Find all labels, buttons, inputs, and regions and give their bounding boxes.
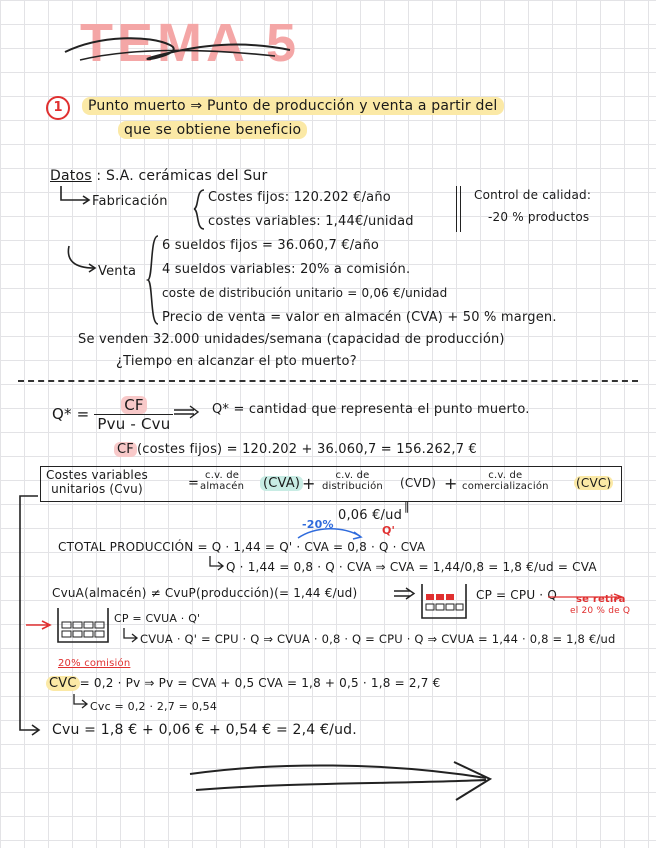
cvua-neq-line: CvuA(almacén) ≠ CvuP(producción)(= 1,44 €/ud) — [52, 586, 358, 600]
blue-curved-arrow — [296, 526, 366, 540]
venta-item-2: 4 sueldos variables: 20% a comisión. — [162, 262, 411, 277]
fabricacion-brace — [192, 188, 206, 232]
cva-text: (CVA) — [260, 476, 303, 491]
result-connector-arrow — [16, 496, 46, 736]
q-star-fraction — [94, 396, 173, 433]
section-number-badge: 1 — [46, 96, 70, 120]
cvu-box-line1: Costes variables — [46, 468, 148, 482]
se-retira-line1: se retira — [576, 594, 626, 605]
big-arrow-decoration — [186, 756, 496, 806]
cvc-highlight: CVC — [46, 676, 80, 691]
minus20-annotation: -20% — [302, 518, 334, 531]
venta-item-4: Precio de venta = valor en almacén (CVA) + 50 % margen. — [162, 310, 557, 325]
q-star-numerator: CF — [121, 396, 147, 414]
venta-label: Venta — [98, 264, 137, 279]
cv-comerc-bottom: comercialización — [462, 481, 549, 492]
section-heading-line2 — [118, 122, 307, 138]
cv-comercializacion — [462, 470, 549, 492]
warehouse-shelf-icon-left — [56, 608, 110, 644]
comision-annotation: 20% comisión — [58, 658, 131, 669]
q-prime-annotation: Q' — [382, 524, 396, 537]
pregunta: ¿Tiempo en alcanzar el pto muerto? — [116, 354, 357, 369]
cv-almacen — [200, 470, 244, 492]
plus-sign-1: + — [302, 474, 316, 493]
venta-item-3: coste de distribución unitario = 0,06 €/unidad — [162, 286, 448, 300]
cvd-label: (CVD) — [400, 476, 437, 490]
cvua-chain: CVUA · Q' = CPU · Q ⇒ CVUA · 0,8 · Q = CPU · Q ⇒ CVUA = 1,44 · 0,8 = 1,8 €/ud — [140, 632, 616, 646]
se-retira-line2: el 20 % de Q — [570, 606, 631, 616]
cf-line — [114, 442, 477, 457]
datos-company: : S.A. cerámicas del Sur — [96, 168, 268, 184]
cvu-box-line2: unitarios (Cvu) — [51, 482, 143, 496]
sub-arrow-icon-1 — [208, 556, 228, 572]
page-title: TEMA 5 — [80, 13, 301, 73]
cvc-sub: Cvc = 0,2 · 2,7 = 0,54 — [90, 700, 218, 713]
cvc-line — [46, 676, 440, 691]
arrow-right-icon — [172, 406, 202, 418]
section-heading-text-2: que se obtiene beneficio — [118, 121, 307, 139]
double-bar-divider — [456, 186, 461, 232]
cvc-label — [574, 476, 613, 490]
cv-distrib-top: c.v. de — [335, 470, 370, 481]
cv-distrib-bottom: distribución — [322, 481, 383, 492]
venta-arrow-icon — [66, 246, 102, 276]
datos-label: Datos — [50, 168, 92, 184]
section-heading-text-1: Punto muerto ⇒ Punto de producción y venta a partir del — [82, 97, 504, 115]
cv-comerc-top: c.v. de — [488, 470, 523, 481]
q-star-denominator: Pvu - Cvu — [97, 415, 171, 433]
datos-line — [50, 168, 267, 184]
ventas-semana: Se venden 32.000 unidades/semana (capacidad de producción) — [78, 332, 505, 347]
cf-calc: (costes fijos) = 120.202 + 36.060,7 = 156.262,7 € — [136, 442, 477, 457]
sub-arrow-icon-3 — [72, 694, 92, 710]
q-star-definition: Q* = cantidad que representa el punto muerto. — [212, 402, 530, 417]
equals-sign: = — [188, 476, 200, 491]
q-star-formula — [52, 396, 173, 433]
section-divider — [18, 380, 638, 382]
cv-almacen-top: c.v. de — [205, 470, 240, 481]
cv-distribucion — [322, 470, 383, 492]
q-star-label: Q* = — [52, 405, 90, 423]
cva-label — [260, 476, 303, 491]
warehouse-shelf-icon-right — [420, 584, 468, 620]
title-scribble-decoration — [60, 30, 300, 70]
cp-eq-left: CP = CVUA · Q' — [114, 612, 201, 625]
cv-almacen-bottom: almacén — [200, 481, 245, 492]
cp-eq-right: CP = CPU · Q — [476, 588, 557, 602]
cvd-value: 0,06 €/ud — [338, 508, 403, 523]
costes-variables: costes variables: 1,44€/unidad — [208, 214, 414, 229]
ctotal-line: CTOTAL PRODUCCIÓN = Q · 1,44 = Q' · CVA = 0,8 · Q · CVA — [58, 540, 426, 554]
section-heading-line1 — [82, 98, 504, 114]
venta-brace — [146, 234, 160, 326]
sub-arrow-icon-2 — [122, 628, 142, 644]
implies-arrow-icon — [392, 588, 418, 600]
control-calidad-line2: -20 % productos — [488, 210, 590, 224]
fabricacion-label: Fabricación — [92, 194, 168, 209]
cvc-text: (CVC) — [576, 476, 612, 490]
cf-label: CF — [114, 442, 137, 457]
control-calidad-line1: Control de calidad: — [474, 188, 592, 202]
cvu-result: Cvu = 1,8 € + 0,06 € + 0,54 € = 2,4 €/ud. — [52, 722, 357, 738]
cvu-box-label — [46, 468, 148, 496]
costes-fijos: Costes fijos: 120.202 €/año — [208, 190, 391, 205]
venta-item-1: 6 sueldos fijos = 36.060,7 €/año — [162, 238, 380, 253]
cvc-equation: = 0,2 · Pv ⇒ Pv = CVA + 0,5 CVA = 1,8 + 0,5 · 1,8 = 2,7 € — [79, 676, 441, 690]
plus-sign-2: + — [444, 474, 458, 493]
cvd-underline-mark: ‖ — [404, 500, 410, 513]
ctotal-sub-line: Q · 1,44 = 0,8 · Q · CVA ⇒ CVA = 1,44/0,8 = 1,8 €/ud = CVA — [226, 560, 597, 574]
